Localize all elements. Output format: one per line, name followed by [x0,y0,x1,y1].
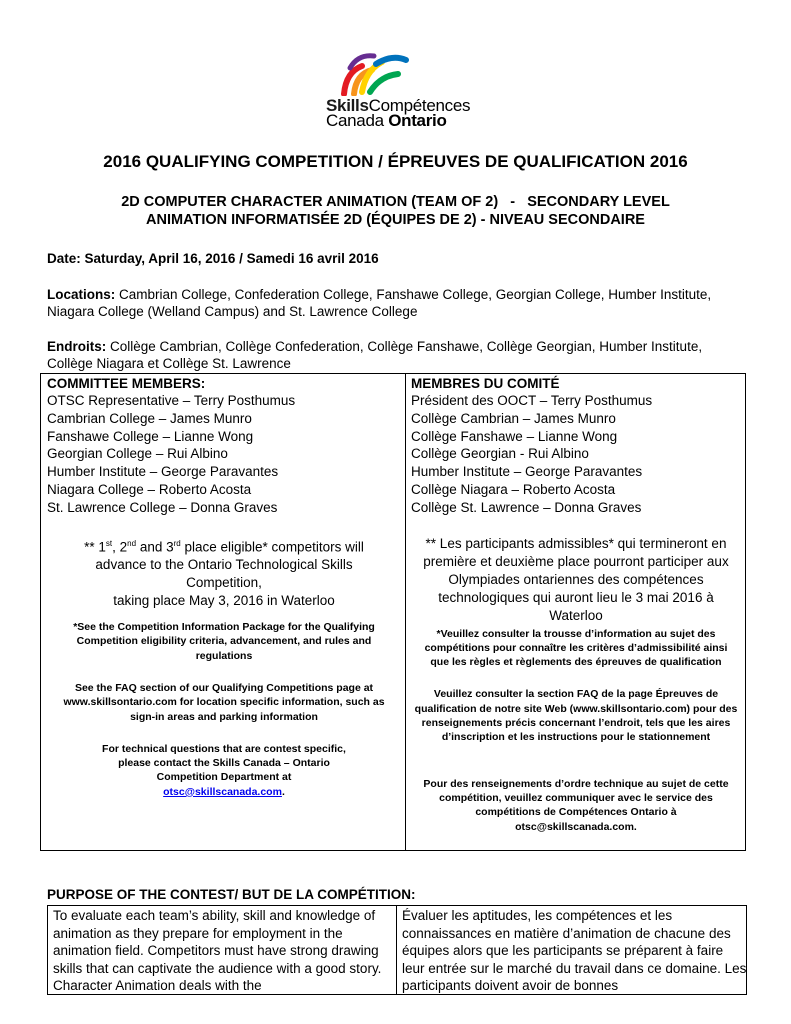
locations-label: Locations: [47,287,116,302]
comite-header: MEMBRES DU COMITÉ [411,376,560,391]
faq-note-fr: Veuillez consulter la section FAQ de la page Épreuves de qualification de notre site Web (www.skillsontario.com) pour des renseignements précis concernant l’endroit, tels que les aires d’inscription et les instructions pour le stationnement [414,688,738,744]
committee-header: COMMITTEE MEMBERS: [47,376,206,391]
logo-line-2: Canada Ontario [326,111,447,130]
committee-member: OTSC Representative – Terry Posthumus [47,393,296,408]
date-line: Date: Saturday, April 16, 2016 / Samedi 16 avril 2016 [47,251,379,266]
committee-member: Georgian College – Rui Albino [47,446,228,462]
purpose-french: Évaluer les aptitudes, les compétences et les connaissances en matière d’animation de chacune des équipes alors que les participants se préparent à faire leur entrée sur le marché du travail dans ce domaine. Les participants doivent avoir de bonnes [402,908,747,994]
committee-member: Niagara College – Roberto Acosta [47,481,252,497]
comite-member: Collège Niagara – Roberto Acosta [411,481,616,497]
purpose-heading: PURPOSE OF THE CONTEST/ BUT DE LA COMPÉTITION: [47,887,416,902]
purpose-english: To evaluate each team’s ability, skill and knowledge of animation as they prepare for employment in the animation field. Competitors must have strong drawing skills that can captivate the audience with a good story. Character Animation deals with the [53,908,382,994]
eligibility-note: *See the Competition Information Package for the Qualifying Competition eligibility criteria, advancement, and rules and regulations [73,621,375,662]
advancement-text-fr: ** Les participants admissibles* qui termineront en première et deuxième place pourront participer aux Olympiades ontariennes des compétences technologiques qui auront lieu le 3 mai 2016 à Waterloo [423,535,729,623]
committee-column-english [47,374,401,799]
comite-member: Président des OOCT – Terry Posthumus [411,393,653,408]
comite-member: Collège Fanshawe – Lianne Wong [411,428,618,444]
comite-member: Collège Cambrian – James Munro [411,410,616,426]
logo-line-1: SkillsCompétences [326,96,471,115]
comite-member: Collège Georgian - Rui Albino [411,446,589,462]
subtitle-english: 2D COMPUTER CHARACTER ANIMATION (TEAM OF 2) - SECONDARY LEVEL [121,194,670,210]
comite-member: Humber Institute – George Paravantes [411,464,643,480]
endroits-text: Collège Cambrian, Collège Confederation, Collège Fanshawe, Collège Georgian, Humber Institute, Collège Niagara et Collège St. Lawrence [47,339,703,371]
eligibility-note-fr: *Veuillez consulter la trousse d’information au sujet des compétitions pour connaître les critères d’admissibilité ainsi que les règles et règlements des épreuves de qualification [424,627,728,669]
committee-table [40,373,746,851]
comite-member: Collège St. Lawrence – Donna Graves [411,499,642,515]
faq-note: See the FAQ section of our Qualifying Competitions page at www.skillsontario.com for location specific information, such as sign-in areas and parking information [63,681,385,723]
committee-member: Fanshawe College – Lianne Wong [47,428,254,444]
page-title: 2016 QUALIFYING COMPETITION / ÉPREUVES DE QUALIFICATION 2016 [103,152,688,171]
purpose-divider [396,906,397,994]
logo-swoosh-icon [336,52,411,96]
email-link[interactable]: otsc@skillscanada.com [163,785,282,798]
committee-column-french [411,374,741,834]
advancement-location: taking place May 3, 2016 in Waterloo [113,593,335,609]
committee-member: St. Lawrence College – Donna Graves [47,499,278,515]
purpose-table [47,905,747,995]
technical-questions-note: For technical questions that are contest specific, please contact the Skills Canada – Ontario Competition Department at otsc@skillscanada.com. [102,742,346,798]
locations-text: Cambrian College, Confederation College, Fanshawe College, Georgian College, Humber Institute, Niagara College (Welland Campus) and St. Lawrence College [47,287,712,319]
column-divider [405,374,406,850]
endroits-label: Endroits: [47,339,107,354]
committee-member: Humber Institute – George Paravantes [47,464,279,480]
subtitle-french: ANIMATION INFORMATISÉE 2D (ÉQUIPES DE 2) - NIVEAU SECONDAIRE [146,212,645,228]
locations-paragraph [47,286,747,320]
committee-member: Cambrian College – James Munro [47,410,252,426]
skills-ontario-logo [326,52,471,132]
technical-questions-note-fr: Pour des renseignements d’ordre technique au sujet de cette compétition, veuillez communiquer avec le service des compétitions de Compétences Ontario à otsc@skillscanada.com. [423,777,729,833]
endroits-paragraph [47,338,747,372]
advancement-text: ** 1st, 2nd and 3rd place eligible* competitors will advance to the Ontario Technological Skills Competition, [84,538,364,591]
